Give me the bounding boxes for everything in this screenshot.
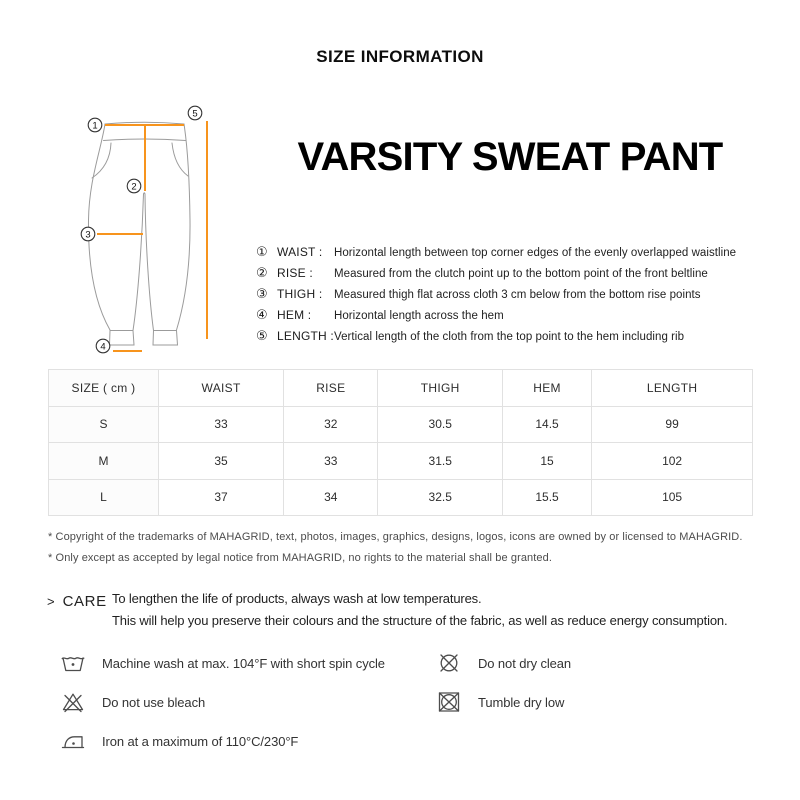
iron-low-icon xyxy=(60,730,86,753)
length-cell: 105 xyxy=(592,479,753,516)
size-table-header-cell: WAIST xyxy=(159,370,284,407)
size-cell: S xyxy=(49,406,159,443)
length-cell: 99 xyxy=(592,406,753,443)
measurement-label: RISE : xyxy=(277,266,313,280)
measurement-definition-row xyxy=(256,244,776,265)
care-instruction-label: Do not dry clean xyxy=(478,655,572,671)
pants-measurement-diagram xyxy=(68,102,220,360)
care-instruction-label: Do not use bleach xyxy=(102,694,206,710)
circled-number: ① xyxy=(256,244,268,259)
size-table-header-cell: HEM xyxy=(502,370,591,407)
machine-wash-icon xyxy=(60,652,86,675)
circled-number: ③ xyxy=(256,286,268,301)
rise-cell: 34 xyxy=(284,479,378,516)
measurement-description: Measured thigh flat across cloth 3 cm below from the bottom rise points xyxy=(334,289,701,301)
care-instruction-label: Iron at a maximum of 110°C/230°F xyxy=(102,733,299,749)
measurement-definition-row xyxy=(256,328,776,349)
size-table-header-cell: SIZE ( cm ) xyxy=(49,370,159,407)
care-description-line: This will help you preserve their colours and the structure of the fabric, as well as reduce energy consumption. xyxy=(112,612,728,628)
care-instruction-label: Tumble dry low xyxy=(478,694,565,710)
product-name: VARSITY SWEAT PANT xyxy=(297,135,723,179)
care-instructions-right-column xyxy=(436,651,571,729)
circled-number: ② xyxy=(256,265,268,280)
rise-cell: 33 xyxy=(284,443,378,480)
thigh-cell: 31.5 xyxy=(378,443,502,480)
size-table xyxy=(48,369,753,516)
measurement-description: Horizontal length across the hem xyxy=(334,310,504,322)
page-title: SIZE INFORMATION xyxy=(316,47,484,66)
size-table-row xyxy=(49,443,753,480)
measurement-label: HEM : xyxy=(277,308,312,322)
circled-number: ④ xyxy=(256,307,268,322)
tumble-dry-low-icon xyxy=(436,691,462,714)
svg-text:3: 3 xyxy=(85,229,91,241)
hem-cell: 15 xyxy=(502,443,591,480)
size-cell: M xyxy=(49,443,159,480)
waist-cell: 35 xyxy=(159,443,284,480)
measurement-definitions xyxy=(256,244,776,349)
measurement-label: THIGH : xyxy=(277,287,323,301)
measurement-label: WAIST : xyxy=(277,245,323,259)
care-section-heading xyxy=(47,593,107,610)
size-table-header-cell: LENGTH xyxy=(592,370,753,407)
care-description xyxy=(112,588,727,631)
measurement-description: Horizontal length between top corner edges of the evenly overlapped waistline xyxy=(334,247,737,259)
measurement-definition-row xyxy=(256,265,776,286)
hem-cell: 14.5 xyxy=(502,406,591,443)
waist-cell: 37 xyxy=(159,479,284,516)
svg-text:2: 2 xyxy=(131,181,137,193)
svg-text:4: 4 xyxy=(100,341,106,353)
care-section-label: CARE xyxy=(62,593,107,610)
legal-notes xyxy=(48,527,742,569)
measurement-definition-row xyxy=(256,286,776,307)
measurement-description: Measured from the clutch point up to the bottom point of the front beltline xyxy=(334,268,708,280)
care-instruction-row xyxy=(60,651,385,675)
thigh-cell: 30.5 xyxy=(378,406,502,443)
chevron-right-icon: > xyxy=(47,594,55,609)
care-instruction-row xyxy=(60,690,385,714)
thigh-cell: 32.5 xyxy=(378,479,502,516)
care-instruction-row xyxy=(60,729,385,753)
size-cell: L xyxy=(49,479,159,516)
size-table-header-cell: THIGH xyxy=(378,370,502,407)
measurement-label: LENGTH : xyxy=(277,329,334,343)
size-table-row xyxy=(49,479,753,516)
care-description-line: To lengthen the life of products, always wash at low temperatures. xyxy=(112,591,482,606)
do-not-dry-clean-icon xyxy=(436,652,462,675)
care-instruction-label: Machine wash at max. 104°F with short spin cycle xyxy=(102,655,385,671)
care-instruction-row xyxy=(436,690,571,714)
measurement-description: Vertical length of the cloth from the top point to the hem including rib xyxy=(334,331,685,343)
length-cell: 102 xyxy=(592,443,753,480)
circled-number: ⑤ xyxy=(256,328,268,343)
size-table-row xyxy=(49,406,753,443)
size-table-header-cell: RISE xyxy=(284,370,378,407)
legal-note: * Only except as accepted by legal notice from MAHAGRID, no rights to the material shall be granted. xyxy=(48,552,553,564)
diagram-callouts xyxy=(81,106,202,353)
legal-note: * Copyright of the trademarks of MAHAGRID, text, photos, images, graphics, designs, logos, icons are owned by or licensed to MAHAGRID. xyxy=(48,531,743,543)
care-instruction-row xyxy=(436,651,571,675)
care-instructions-left-column xyxy=(60,651,385,768)
svg-text:5: 5 xyxy=(192,108,198,120)
svg-text:1: 1 xyxy=(92,120,98,132)
size-table-header-row xyxy=(49,370,753,407)
do-not-bleach-icon xyxy=(60,691,86,714)
waist-cell: 33 xyxy=(159,406,284,443)
hem-cell: 15.5 xyxy=(502,479,591,516)
measurement-definition-row xyxy=(256,307,776,328)
rise-cell: 32 xyxy=(284,406,378,443)
